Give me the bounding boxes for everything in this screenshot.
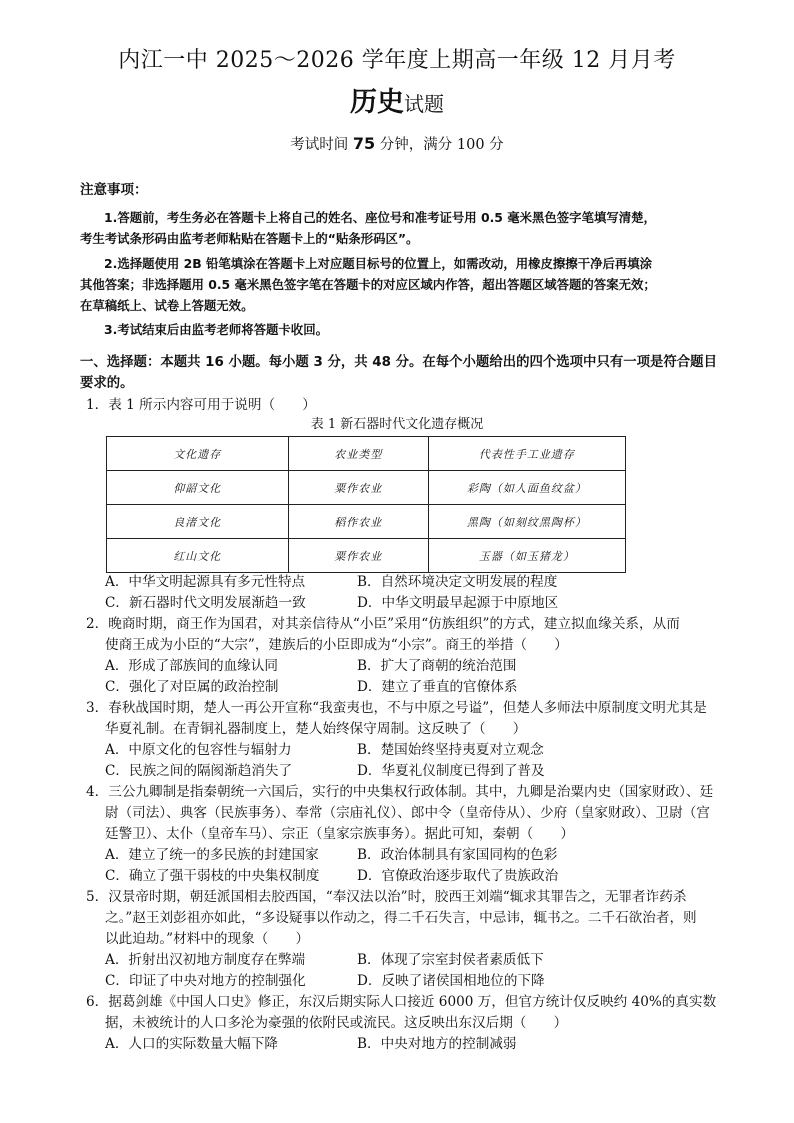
option-a: A．中原文化的包容性与辐射力	[105, 742, 292, 758]
option-d: D．建立了垂直的官僚体系	[357, 679, 518, 695]
question-6	[86, 992, 728, 1034]
option-d: D．反映了诸侯国相地位的下降	[357, 973, 545, 989]
question-text: 尉（司法）、典客（民族事务）、奉常（宗庙礼仪）、郎中令（皇帝侍从）、少府（皇家财政）、卫尉（宫	[105, 805, 710, 821]
option-a: A．建立了统一的多民族的封建国家	[105, 847, 319, 863]
table-cell: 仰韶文化	[107, 471, 289, 505]
question-5	[86, 887, 728, 950]
question-text: 4．三公九卿制是指秦朝统一六国后，实行的中央集权行政体制。其中，九卿是治粟内史（国家财政）、廷	[86, 784, 714, 800]
subject-suffix: 试题	[404, 92, 444, 116]
option-b: B．楚国始终坚持夷夏对立观念	[357, 742, 544, 758]
option-a: A．折射出汉初地方制度存在弊端	[105, 952, 306, 968]
question-text: 6．据葛剑雄《中国人口史》修正，东汉后期实际人口接近 6000 万，但官方统计仅反映约 40%的真实数	[86, 994, 717, 1010]
question-text: 使商王成为小臣的“大宗”，建族后的小臣即成为“小宗”。商王的举措（ ）	[105, 637, 568, 653]
question-text: 据，未被统计的人口多沦为豪强的依附民或流民。这反映出东汉后期（ ）	[105, 1015, 568, 1031]
question-text: 以此迫劫。”材料中的现象（ ）	[105, 931, 310, 947]
option-d: D．官僚政治逐步取代了贵族政治	[357, 868, 559, 884]
table-row	[107, 539, 626, 573]
table-header-cell: 代表性手工业遗存	[428, 437, 625, 471]
option-c: C．民族之间的隔阂渐趋消失了	[105, 763, 293, 779]
notice-line: 其他答案；非选择题用 0.5 毫米黑色签字笔在答题卡的对应区域内作答，超出答题区域答题的答案无效；	[80, 277, 656, 292]
option-c: C．强化了对臣属的政治控制	[105, 679, 279, 695]
question-3-options	[105, 740, 725, 782]
question-text: 5．汉景帝时期，朝廷派国相去胶西国，“奉汉法以治”时，胶西王刘端“辄求其罪告之，无罪者诈药杀	[86, 889, 687, 905]
question-text: 之。”赵王刘彭祖亦如此，“多设疑事以作动之，得二千石失言，中忌讳，辄书之。二千石欲治者，则	[105, 910, 697, 926]
question-2	[86, 614, 728, 656]
table-cell: 良渚文化	[107, 505, 289, 539]
notice-heading: 注意事项：	[80, 182, 148, 198]
option-b: B．中央对地方的控制减弱	[357, 1036, 517, 1052]
exam-info	[0, 133, 794, 156]
notice-line: 考生考试条形码由监考老师粘贴在答题卡上的“贴条形码区”。	[80, 231, 419, 246]
option-c: C．新石器时代文明发展渐趋一致	[105, 595, 306, 611]
question-1-options	[105, 572, 725, 614]
culture-table	[106, 436, 626, 573]
table-header-cell: 文化遗存	[107, 437, 289, 471]
question-text: 华夏礼制。在青铜礼器制度上，楚人始终保守周制。这反映了（ ）	[105, 721, 527, 737]
exam-info-suffix: 分钟，满分 100 分	[375, 137, 504, 153]
option-b: B．扩大了商朝的统治范围	[357, 658, 517, 674]
notice-line: 1.答题前，考生务必在答题卡上将自己的姓名、座位号和准考证号用 0.5 毫米黑色签字笔填写清楚，	[104, 210, 656, 225]
exam-minutes: 75	[352, 134, 376, 153]
question-text: 3．春秋战国时期，楚人一再公开宣称“我蛮夷也，不与中原之号谥”，但楚人多师法中原制度文明尤其是	[86, 700, 707, 716]
table-row	[107, 505, 626, 539]
option-b: B．政治体制具有家国同构的色彩	[357, 847, 558, 863]
option-c: C．确立了强干弱枝的中央集权制度	[105, 868, 320, 884]
section-heading	[80, 352, 730, 394]
option-d: D．中华文明最早起源于中原地区	[357, 595, 559, 611]
question-3	[86, 698, 728, 740]
subject-name: 历史	[350, 87, 404, 118]
table-cell: 红山文化	[107, 539, 289, 573]
question-text: 廷警卫）、太仆（皇帝车马）、宗正（皇家宗族事务）。据此可知，秦朝（ ）	[105, 826, 574, 842]
notice-line: 在草稿纸上、试卷上答题无效。	[80, 298, 254, 313]
question-4-options	[105, 845, 725, 887]
question-5-options	[105, 950, 725, 992]
subject-title	[0, 84, 794, 123]
exam-info-prefix: 考试时间	[290, 137, 353, 153]
option-d: D．华夏礼仪制度已得到了普及	[357, 763, 545, 779]
table-cell: 彩陶（如人面鱼纹盆）	[428, 471, 625, 505]
option-b: B．自然环境决定文明发展的程度	[357, 574, 558, 590]
option-c: C．印证了中央对地方的控制强化	[105, 973, 306, 989]
question-text: 1．表 1 所示内容可用于说明（ ）	[86, 397, 316, 413]
question-1	[86, 395, 728, 416]
table-cell: 黑陶（如刻纹黑陶杯）	[428, 505, 625, 539]
section-line: 要求的。	[80, 376, 134, 391]
notice-line: 3.考试结束后由监考老师将答题卡收回。	[104, 322, 328, 337]
option-b: B．体现了宗室封侯者素质低下	[357, 952, 544, 968]
question-6-options	[105, 1034, 725, 1055]
table-header-cell: 农业类型	[288, 437, 428, 471]
question-2-options	[105, 656, 725, 698]
option-a: A．中华文明起源具有多元性特点	[105, 574, 306, 590]
question-4	[86, 782, 728, 845]
question-text: 2．晚商时期，商王作为国君，对其亲信待从“小臣”采用“仿族组织”的方式，建立拟血缘关系，从而	[86, 616, 680, 632]
table-header-row	[107, 437, 626, 471]
option-a: A．形成了部族间的血缘认同	[105, 658, 278, 674]
exam-title: 内江一中 2025～2026 学年度上期高一年级 12 月月考	[118, 48, 676, 73]
table-cell: 稻作农业	[288, 505, 428, 539]
notice-block	[80, 207, 728, 340]
table-cell: 粟作农业	[288, 471, 428, 505]
option-a: A．人口的实际数量大幅下降	[105, 1036, 278, 1052]
table-caption: 表 1 新石器时代文化遗存概况	[310, 417, 484, 432]
section-line: 一、选择题：本题共 16 小题。每小题 3 分，共 48 分。在每个小题给出的四个选项中只有一项是符合题目	[80, 355, 717, 370]
table-cell: 玉器（如玉猪龙）	[428, 539, 625, 573]
notice-line: 2.选择题使用 2B 铅笔填涂在答题卡上对应题目标号的位置上，如需改动，用橡皮擦擦干净后再填涂	[104, 256, 653, 271]
table-cell: 粟作农业	[288, 539, 428, 573]
table-row	[107, 471, 626, 505]
